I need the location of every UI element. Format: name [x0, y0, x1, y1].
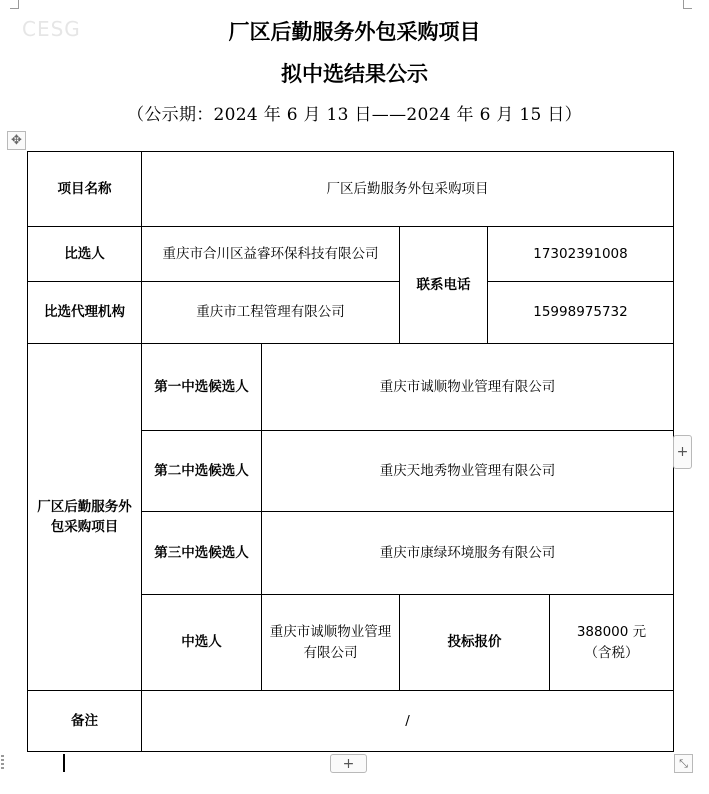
remark-label: 备注 — [28, 691, 142, 752]
candidate-1-value[interactable]: 重庆市诚顺物业管理有限公司 — [262, 344, 674, 431]
candidate-3-label: 第三中选候选人 — [142, 512, 262, 595]
selector-label: 比选人 — [28, 227, 142, 282]
table-row — [28, 227, 674, 282]
project-name-label: 项目名称 — [28, 152, 142, 227]
watermark-text: CESG — [22, 17, 81, 41]
table-row — [28, 282, 674, 344]
project-name-value[interactable]: 厂区后勤服务外包采购项目 — [142, 152, 674, 227]
candidate-1-label: 第一中选候选人 — [142, 344, 262, 431]
bid-price-label: 投标报价 — [400, 595, 550, 691]
bid-amount: 388000 元 — [576, 624, 647, 641]
agency-value[interactable]: 重庆市工程管理有限公司 — [142, 282, 400, 344]
selector-phone[interactable]: 17302391008 — [488, 227, 674, 282]
winner-value[interactable]: 重庆市诚顺物业管理有限公司 — [262, 595, 400, 691]
bid-price-value[interactable] — [550, 595, 674, 691]
document-subtitle: 拟中选结果公示 — [281, 61, 428, 86]
candidate-3-value[interactable]: 重庆市康绿环境服务有限公司 — [262, 512, 674, 595]
add-row-button[interactable]: + — [330, 754, 367, 773]
candidate-2-label: 第二中选候选人 — [142, 431, 262, 512]
remark-value[interactable]: / — [142, 691, 674, 752]
agency-label: 比选代理机构 — [28, 282, 142, 344]
winner-label: 中选人 — [142, 595, 262, 691]
document-title: 厂区后勤服务外包采购项目 — [228, 19, 481, 44]
paragraph-marker-icon — [1, 755, 4, 769]
agency-phone[interactable]: 15998975732 — [488, 282, 674, 344]
add-column-button[interactable]: + — [673, 435, 692, 469]
page-corner-mark-right — [683, 0, 692, 9]
selector-value[interactable]: 重庆市合川区益睿环保科技有限公司 — [142, 227, 400, 282]
page-corner-mark-left — [10, 0, 19, 9]
bid-tax-note: （含税） — [584, 644, 639, 661]
table-move-icon[interactable]: ✥ — [7, 131, 26, 150]
text-cursor — [63, 754, 65, 772]
table-resize-icon[interactable]: ⤡ — [674, 754, 693, 773]
table-row — [28, 152, 674, 227]
table-row — [28, 691, 674, 752]
candidate-2-value[interactable]: 重庆天地秀物业管理有限公司 — [262, 431, 674, 512]
table-row — [28, 344, 674, 431]
section-label: 厂区后勤服务外包采购项目 — [28, 344, 142, 691]
result-table — [27, 151, 674, 752]
publicity-period: （公示期：2024 年 6 月 13 日——2024 年 6 月 15 日） — [127, 105, 582, 125]
contact-phone-label: 联系电话 — [400, 227, 488, 344]
